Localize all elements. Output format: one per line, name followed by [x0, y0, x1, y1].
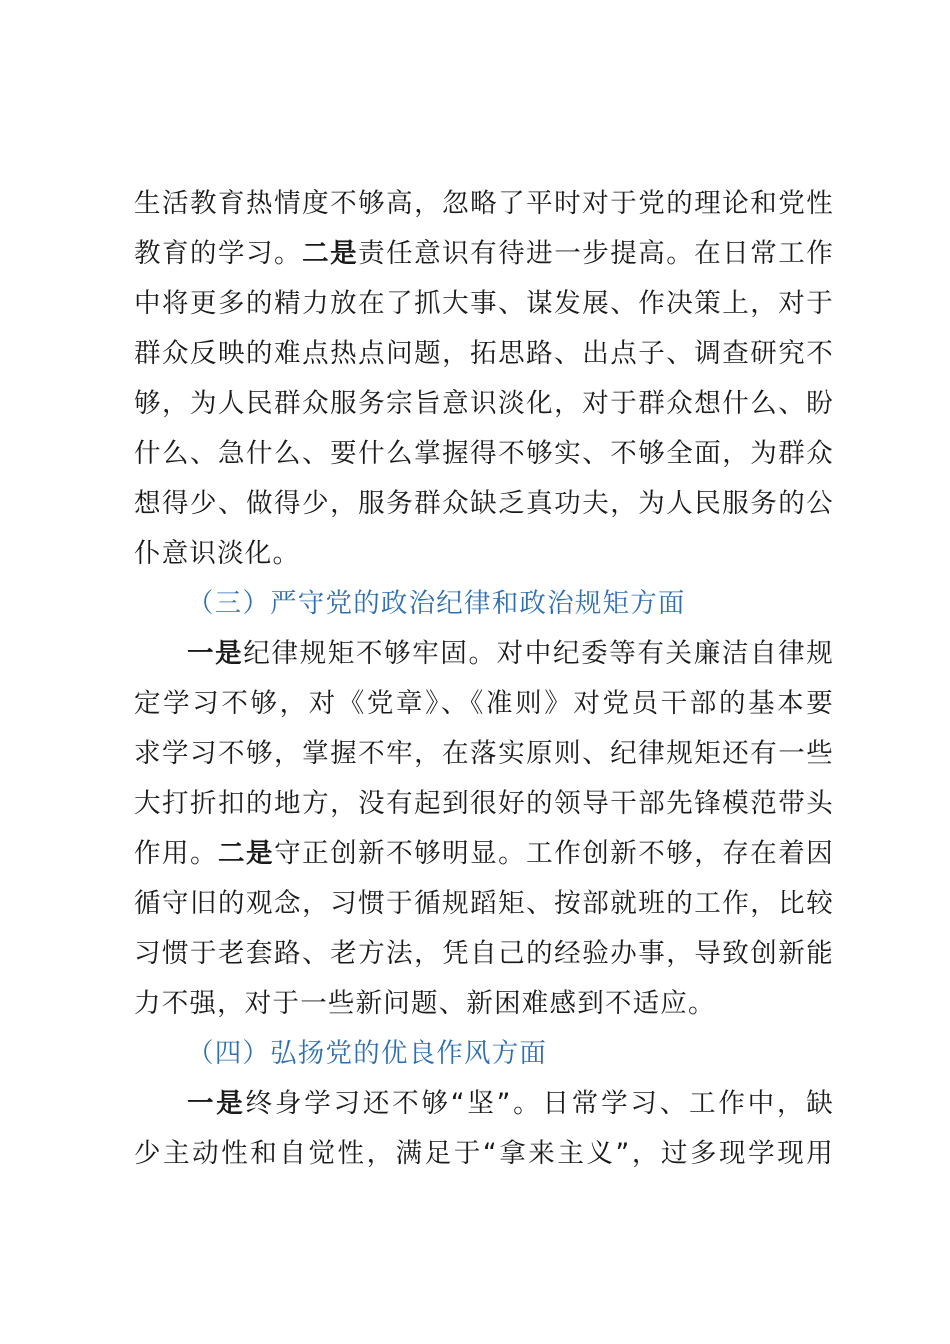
- text-run: 大打折扣的地方，没有起到很好的领导干部先锋模范带头: [134, 788, 834, 819]
- section-heading-3: （三）严守党的政治纪律和政治规矩方面: [187, 588, 686, 619]
- text-run: 求学习不够，掌握不牢，在落实原则、纪律规矩还有一些: [134, 738, 834, 769]
- text-run: 教育的学习。: [134, 238, 303, 269]
- text-line: [134, 679, 834, 729]
- text-line: [134, 179, 834, 229]
- text-run: 责任意识有待进一步提高。在日常工作: [358, 238, 834, 269]
- text-line: [134, 1129, 834, 1179]
- text-run: 力不强，对于一些新问题、新困难感到不适应。: [134, 988, 716, 1019]
- text-line: [134, 279, 834, 329]
- document-body: [134, 179, 834, 1179]
- text-run: 够，为人民群众服务宗旨意识淡化，对于群众想什么、盼: [134, 388, 834, 419]
- text-run: 仆意识淡化。: [134, 538, 301, 569]
- text-line: [134, 979, 834, 1029]
- section-heading-4: （四）弘扬党的优良作风方面: [187, 1038, 548, 1069]
- text-run: 少主动性和自觉性，满足于“拿来主义”，过多现学现用: [134, 1138, 834, 1169]
- text-run: 什么、急什么、要什么掌握得不够实、不够全面，为群众: [134, 438, 834, 469]
- text-run: 定学习不够，对《党章》、《准则》对党员干部的基本要: [134, 688, 834, 719]
- text-run: 守正创新不够明显。工作创新不够，存在着因: [274, 838, 835, 869]
- text-run: 中将更多的精力放在了抓大事、谋发展、作决策上，对于: [134, 288, 834, 319]
- text-line: [134, 529, 834, 579]
- text-run: 作用。: [134, 838, 219, 869]
- text-line: [134, 629, 834, 679]
- text-line: [134, 379, 834, 429]
- text-line: [134, 779, 834, 829]
- text-run: 习惯于老套路、老方法，凭自己的经验办事，导致创新能: [134, 938, 834, 969]
- text-run: 终身学习还不够“坚”。日常学习、工作中，缺: [245, 1088, 834, 1119]
- text-line: [134, 929, 834, 979]
- text-line: [134, 829, 834, 879]
- text-run: 生活教育热情度不够高，忽略了平时对于党的理论和党性: [134, 188, 834, 219]
- emphasis-text: 二是: [302, 238, 359, 269]
- text-line: [134, 329, 834, 379]
- text-line: [134, 729, 834, 779]
- emphasis-text: 一是: [187, 1088, 246, 1119]
- text-line: [134, 479, 834, 529]
- text-line: [134, 429, 834, 479]
- text-line: [134, 879, 834, 929]
- text-run: 想得少、做得少，服务群众缺乏真功夫，为人民服务的公: [134, 488, 834, 519]
- text-line: [134, 229, 834, 279]
- text-run: 纪律规矩不够牢固。对中纪委等有关廉洁自律规: [243, 638, 835, 669]
- emphasis-text: 一是: [187, 638, 244, 669]
- text-line: [134, 1079, 834, 1129]
- emphasis-text: 二是: [218, 838, 275, 869]
- text-run: 群众反映的难点热点问题，拓思路、出点子、调查研究不: [134, 338, 834, 369]
- text-run: 循守旧的观念，习惯于循规蹈矩、按部就班的工作，比较: [134, 888, 834, 919]
